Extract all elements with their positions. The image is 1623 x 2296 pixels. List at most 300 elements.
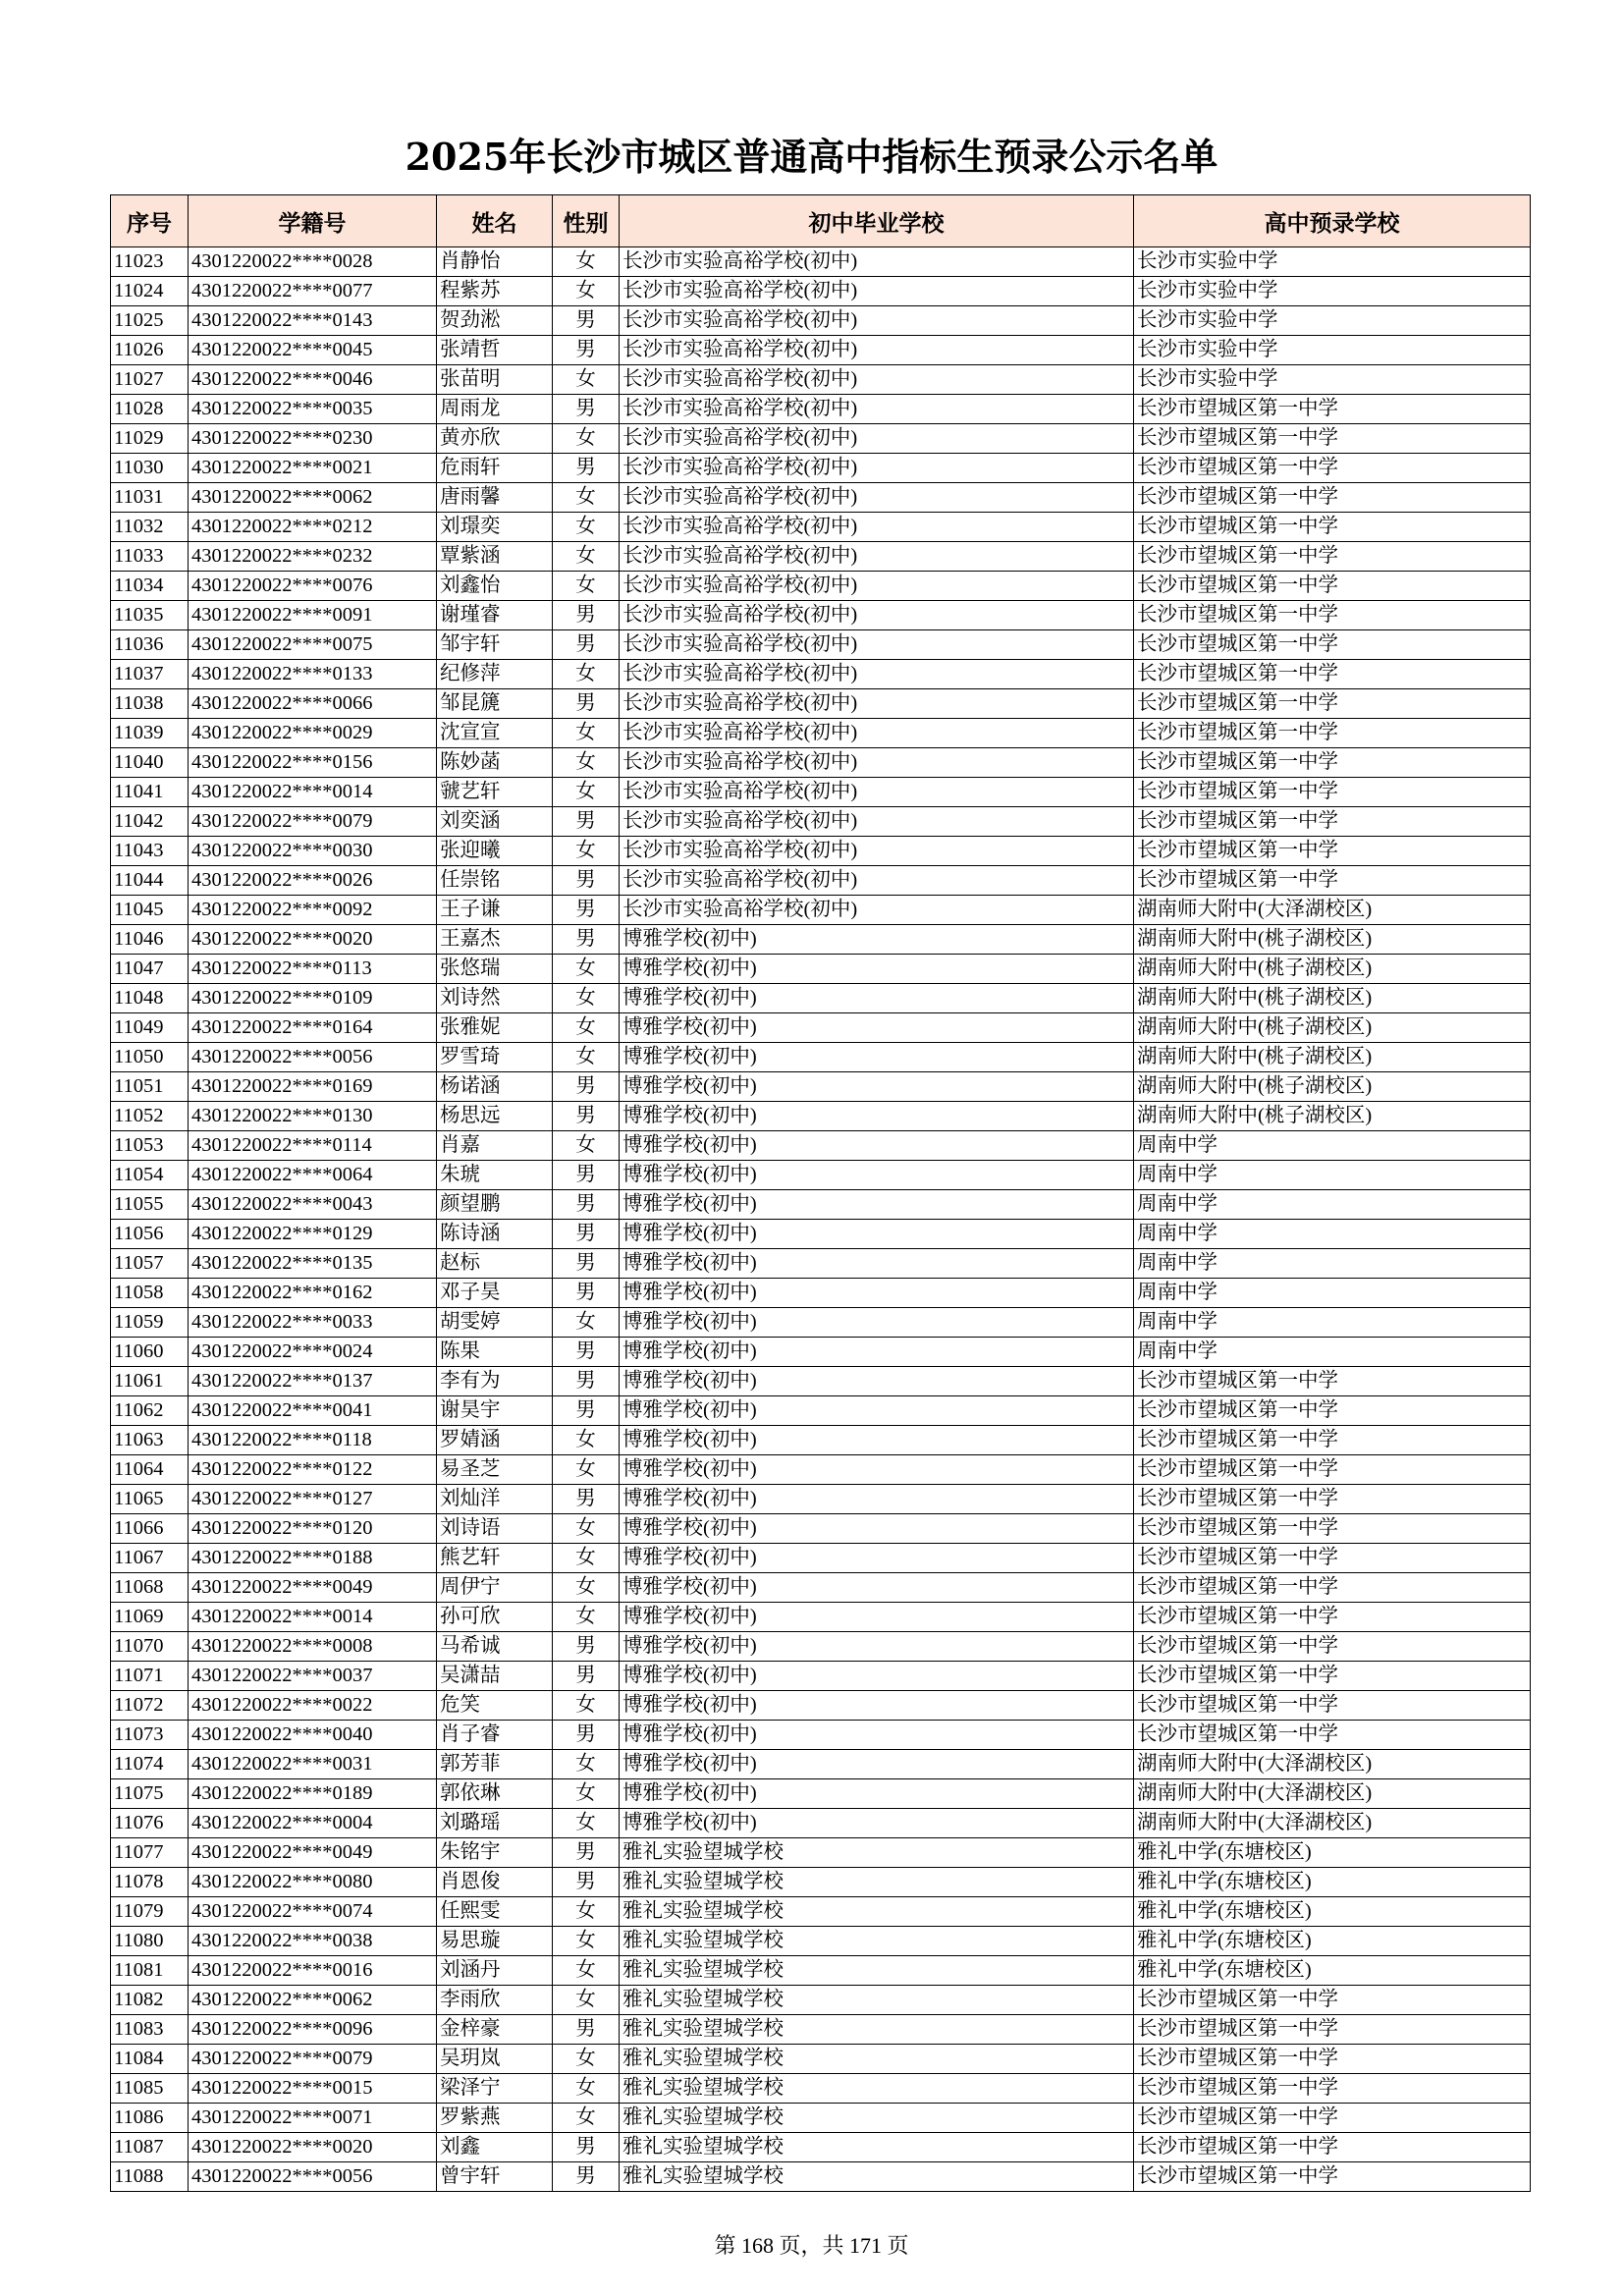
cell-high-school: 长沙市望城区第一中学 [1134, 689, 1531, 719]
cell-gender: 男 [553, 395, 620, 424]
cell-name: 危雨轩 [437, 454, 553, 483]
cell-middle-school: 博雅学校(初中) [620, 1249, 1134, 1279]
cell-seq: 11059 [111, 1308, 189, 1338]
cell-name: 吴玥岚 [437, 2045, 553, 2074]
cell-seq: 11025 [111, 306, 189, 336]
cell-student-id: 4301220022****0080 [189, 1868, 437, 1897]
cell-middle-school: 博雅学校(初中) [620, 984, 1134, 1013]
cell-name: 刘诗然 [437, 984, 553, 1013]
cell-gender: 男 [553, 925, 620, 955]
cell-middle-school: 雅礼实验望城学校 [620, 1956, 1134, 1986]
cell-high-school: 长沙市望城区第一中学 [1134, 807, 1531, 837]
cell-gender: 女 [553, 660, 620, 689]
cell-student-id: 4301220022****0045 [189, 336, 437, 365]
table-row [111, 483, 1531, 513]
cell-student-id: 4301220022****0162 [189, 1279, 437, 1308]
cell-high-school: 长沙市望城区第一中学 [1134, 483, 1531, 513]
cell-high-school: 长沙市望城区第一中学 [1134, 1544, 1531, 1573]
cell-middle-school: 长沙市实验高裕学校(初中) [620, 572, 1134, 601]
cell-middle-school: 雅礼实验望城学校 [620, 2133, 1134, 2162]
cell-gender: 女 [553, 1455, 620, 1485]
cell-seq: 11026 [111, 336, 189, 365]
cell-middle-school: 雅礼实验望城学校 [620, 1927, 1134, 1956]
cell-middle-school: 雅礼实验望城学校 [620, 2015, 1134, 2045]
cell-high-school: 湖南师大附中(桃子湖校区) [1134, 1102, 1531, 1131]
cell-seq: 11088 [111, 2162, 189, 2192]
table-row [111, 1161, 1531, 1190]
table-row [111, 1956, 1531, 1986]
cell-middle-school: 长沙市实验高裕学校(初中) [620, 807, 1134, 837]
cell-student-id: 4301220022****0021 [189, 454, 437, 483]
cell-name: 曾宇轩 [437, 2162, 553, 2192]
table-row [111, 1779, 1531, 1809]
cell-student-id: 4301220022****0024 [189, 1338, 437, 1367]
cell-gender: 女 [553, 1043, 620, 1072]
cell-seq: 11057 [111, 1249, 189, 1279]
cell-seq: 11050 [111, 1043, 189, 1072]
cell-middle-school: 长沙市实验高裕学校(初中) [620, 277, 1134, 306]
cell-name: 刘鑫 [437, 2133, 553, 2162]
cell-student-id: 4301220022****0164 [189, 1013, 437, 1043]
cell-seq: 11029 [111, 424, 189, 454]
cell-student-id: 4301220022****0189 [189, 1779, 437, 1809]
cell-seq: 11084 [111, 2045, 189, 2074]
cell-student-id: 4301220022****0028 [189, 247, 437, 277]
cell-name: 唐雨馨 [437, 483, 553, 513]
cell-middle-school: 博雅学校(初中) [620, 925, 1134, 955]
cell-seq: 11049 [111, 1013, 189, 1043]
cell-student-id: 4301220022****0156 [189, 748, 437, 778]
cell-student-id: 4301220022****0077 [189, 277, 437, 306]
cell-student-id: 4301220022****0026 [189, 866, 437, 896]
cell-high-school: 周南中学 [1134, 1220, 1531, 1249]
cell-name: 邓子昊 [437, 1279, 553, 1308]
cell-seq: 11051 [111, 1072, 189, 1102]
cell-seq: 11034 [111, 572, 189, 601]
cell-middle-school: 雅礼实验望城学校 [620, 2162, 1134, 2192]
cell-gender: 女 [553, 1131, 620, 1161]
cell-high-school: 长沙市望城区第一中学 [1134, 1514, 1531, 1544]
cell-high-school: 长沙市望城区第一中学 [1134, 2045, 1531, 2074]
cell-student-id: 4301220022****0118 [189, 1426, 437, 1455]
cell-middle-school: 博雅学校(初中) [620, 1102, 1134, 1131]
cell-seq: 11030 [111, 454, 189, 483]
cell-name: 沈宣宣 [437, 719, 553, 748]
cell-gender: 男 [553, 689, 620, 719]
cell-gender: 男 [553, 454, 620, 483]
cell-middle-school: 博雅学校(初中) [620, 1779, 1134, 1809]
cell-name: 肖恩俊 [437, 1868, 553, 1897]
cell-high-school: 长沙市望城区第一中学 [1134, 1691, 1531, 1721]
cell-high-school: 长沙市望城区第一中学 [1134, 866, 1531, 896]
cell-high-school: 周南中学 [1134, 1338, 1531, 1367]
cell-high-school: 长沙市望城区第一中学 [1134, 1426, 1531, 1455]
cell-name: 郭依琳 [437, 1779, 553, 1809]
cell-seq: 11074 [111, 1750, 189, 1779]
cell-gender: 男 [553, 1396, 620, 1426]
cell-gender: 男 [553, 601, 620, 630]
cell-seq: 11032 [111, 513, 189, 542]
cell-gender: 女 [553, 572, 620, 601]
cell-middle-school: 长沙市实验高裕学校(初中) [620, 660, 1134, 689]
cell-student-id: 4301220022****0075 [189, 630, 437, 660]
cell-high-school: 长沙市望城区第一中学 [1134, 748, 1531, 778]
cell-name: 孙可欣 [437, 1603, 553, 1632]
cell-student-id: 4301220022****0232 [189, 542, 437, 572]
cell-middle-school: 长沙市实验高裕学校(初中) [620, 483, 1134, 513]
table-row [111, 1485, 1531, 1514]
cell-name: 刘鑫怡 [437, 572, 553, 601]
table-row [111, 601, 1531, 630]
cell-gender: 女 [553, 719, 620, 748]
cell-name: 任崇铭 [437, 866, 553, 896]
cell-middle-school: 博雅学校(初中) [620, 1308, 1134, 1338]
cell-seq: 11073 [111, 1721, 189, 1750]
cell-name: 王子谦 [437, 896, 553, 925]
table-row [111, 1838, 1531, 1868]
cell-seq: 11052 [111, 1102, 189, 1131]
cell-seq: 11075 [111, 1779, 189, 1809]
cell-seq: 11070 [111, 1632, 189, 1662]
cell-high-school: 长沙市望城区第一中学 [1134, 660, 1531, 689]
cell-middle-school: 博雅学校(初中) [620, 1750, 1134, 1779]
cell-name: 熊艺轩 [437, 1544, 553, 1573]
cell-seq: 11086 [111, 2104, 189, 2133]
cell-student-id: 4301220022****0091 [189, 601, 437, 630]
cell-name: 肖嘉 [437, 1131, 553, 1161]
cell-high-school: 周南中学 [1134, 1161, 1531, 1190]
table-row [111, 1514, 1531, 1544]
table-row [111, 719, 1531, 748]
cell-name: 罗雪琦 [437, 1043, 553, 1072]
cell-middle-school: 博雅学校(初中) [620, 1072, 1134, 1102]
cell-student-id: 4301220022****0113 [189, 955, 437, 984]
cell-high-school: 湖南师大附中(桃子湖校区) [1134, 925, 1531, 955]
cell-middle-school: 博雅学校(初中) [620, 1573, 1134, 1603]
cell-gender: 女 [553, 1603, 620, 1632]
table-row [111, 1220, 1531, 1249]
cell-student-id: 4301220022****0074 [189, 1897, 437, 1927]
cell-middle-school: 博雅学校(初中) [620, 1544, 1134, 1573]
cell-high-school: 长沙市望城区第一中学 [1134, 572, 1531, 601]
cell-middle-school: 博雅学校(初中) [620, 1220, 1134, 1249]
cell-seq: 11035 [111, 601, 189, 630]
cell-name: 马希诚 [437, 1632, 553, 1662]
cell-gender: 女 [553, 1544, 620, 1573]
cell-gender: 男 [553, 866, 620, 896]
table-row [111, 925, 1531, 955]
cell-middle-school: 长沙市实验高裕学校(初中) [620, 896, 1134, 925]
cell-seq: 11047 [111, 955, 189, 984]
cell-gender: 女 [553, 1013, 620, 1043]
cell-gender: 女 [553, 277, 620, 306]
cell-gender: 女 [553, 1986, 620, 2015]
table-row [111, 866, 1531, 896]
cell-student-id: 4301220022****0062 [189, 483, 437, 513]
cell-seq: 11024 [111, 277, 189, 306]
cell-student-id: 4301220022****0030 [189, 837, 437, 866]
cell-gender: 男 [553, 807, 620, 837]
cell-gender: 女 [553, 748, 620, 778]
cell-gender: 女 [553, 513, 620, 542]
cell-seq: 11045 [111, 896, 189, 925]
cell-gender: 男 [553, 1190, 620, 1220]
cell-middle-school: 长沙市实验高裕学校(初中) [620, 247, 1134, 277]
cell-name: 梁泽宁 [437, 2074, 553, 2104]
cell-gender: 男 [553, 2162, 620, 2192]
cell-gender: 男 [553, 306, 620, 336]
cell-gender: 男 [553, 2133, 620, 2162]
cell-middle-school: 长沙市实验高裕学校(初中) [620, 542, 1134, 572]
cell-gender: 男 [553, 630, 620, 660]
cell-student-id: 4301220022****0062 [189, 1986, 437, 2015]
cell-student-id: 4301220022****0035 [189, 395, 437, 424]
cell-student-id: 4301220022****0127 [189, 1485, 437, 1514]
page-title: 2025年长沙市城区普通高中指标生预录公示名单 [405, 135, 1218, 179]
cell-student-id: 4301220022****0079 [189, 807, 437, 837]
table-row [111, 1279, 1531, 1308]
table-row [111, 2133, 1531, 2162]
table-row [111, 1662, 1531, 1691]
cell-student-id: 4301220022****0092 [189, 896, 437, 925]
cell-middle-school: 长沙市实验高裕学校(初中) [620, 365, 1134, 395]
cell-name: 邹昆篪 [437, 689, 553, 719]
cell-middle-school: 雅礼实验望城学校 [620, 1986, 1134, 2015]
cell-name: 陈诗涵 [437, 1220, 553, 1249]
table-row [111, 2162, 1531, 2192]
cell-middle-school: 博雅学校(初中) [620, 1662, 1134, 1691]
cell-high-school: 长沙市实验中学 [1134, 306, 1531, 336]
page-footer: 第 168 页，共 171 页 [714, 2233, 909, 2258]
cell-high-school: 雅礼中学(东塘校区) [1134, 1868, 1531, 1897]
cell-student-id: 4301220022****0041 [189, 1396, 437, 1426]
cell-name: 刘诗语 [437, 1514, 553, 1544]
cell-name: 谢瑾睿 [437, 601, 553, 630]
cell-seq: 11033 [111, 542, 189, 572]
cell-middle-school: 长沙市实验高裕学校(初中) [620, 778, 1134, 807]
cell-middle-school: 长沙市实验高裕学校(初中) [620, 601, 1134, 630]
cell-high-school: 长沙市望城区第一中学 [1134, 837, 1531, 866]
cell-middle-school: 长沙市实验高裕学校(初中) [620, 837, 1134, 866]
cell-student-id: 4301220022****0014 [189, 778, 437, 807]
cell-gender: 男 [553, 1838, 620, 1868]
cell-high-school: 长沙市望城区第一中学 [1134, 395, 1531, 424]
cell-seq: 11061 [111, 1367, 189, 1396]
cell-gender: 女 [553, 837, 620, 866]
cell-name: 肖静怡 [437, 247, 553, 277]
cell-seq: 11071 [111, 1662, 189, 1691]
cell-seq: 11077 [111, 1838, 189, 1868]
cell-middle-school: 雅礼实验望城学校 [620, 2074, 1134, 2104]
cell-student-id: 4301220022****0029 [189, 719, 437, 748]
cell-seq: 11038 [111, 689, 189, 719]
table-row [111, 1750, 1531, 1779]
cell-middle-school: 博雅学校(初中) [620, 1396, 1134, 1426]
cell-high-school: 长沙市望城区第一中学 [1134, 2162, 1531, 2192]
cell-gender: 女 [553, 1573, 620, 1603]
cell-gender: 女 [553, 984, 620, 1013]
table-row [111, 2074, 1531, 2104]
cell-gender: 男 [553, 896, 620, 925]
cell-student-id: 4301220022****0049 [189, 1838, 437, 1868]
cell-gender: 男 [553, 1338, 620, 1367]
cell-gender: 男 [553, 1868, 620, 1897]
cell-name: 罗紫燕 [437, 2104, 553, 2133]
cell-seq: 11079 [111, 1897, 189, 1927]
cell-seq: 11027 [111, 365, 189, 395]
cell-middle-school: 雅礼实验望城学校 [620, 1868, 1134, 1897]
table-row [111, 1632, 1531, 1662]
cell-student-id: 4301220022****0056 [189, 1043, 437, 1072]
cell-middle-school: 博雅学校(初中) [620, 1603, 1134, 1632]
cell-high-school: 湖南师大附中(大泽湖校区) [1134, 896, 1531, 925]
cell-high-school: 湖南师大附中(桃子湖校区) [1134, 984, 1531, 1013]
cell-name: 易圣芝 [437, 1455, 553, 1485]
cell-student-id: 4301220022****0056 [189, 2162, 437, 2192]
cell-high-school: 长沙市望城区第一中学 [1134, 601, 1531, 630]
cell-middle-school: 长沙市实验高裕学校(初中) [620, 336, 1134, 365]
cell-name: 张苗明 [437, 365, 553, 395]
cell-student-id: 4301220022****0020 [189, 925, 437, 955]
cell-high-school: 湖南师大附中(大泽湖校区) [1134, 1750, 1531, 1779]
cell-high-school: 长沙市实验中学 [1134, 277, 1531, 306]
cell-student-id: 4301220022****0033 [189, 1308, 437, 1338]
cell-seq: 11056 [111, 1220, 189, 1249]
cell-student-id: 4301220022****0064 [189, 1161, 437, 1190]
cell-high-school: 周南中学 [1134, 1308, 1531, 1338]
cell-middle-school: 博雅学校(初中) [620, 955, 1134, 984]
cell-middle-school: 雅礼实验望城学校 [620, 2045, 1134, 2074]
table-row [111, 807, 1531, 837]
cell-gender: 女 [553, 955, 620, 984]
cell-student-id: 4301220022****0049 [189, 1573, 437, 1603]
cell-student-id: 4301220022****0120 [189, 1514, 437, 1544]
cell-gender: 女 [553, 2104, 620, 2133]
table-row [111, 454, 1531, 483]
cell-gender: 男 [553, 1072, 620, 1102]
table-row [111, 2104, 1531, 2133]
cell-high-school: 湖南师大附中(桃子湖校区) [1134, 1013, 1531, 1043]
cell-name: 危笑 [437, 1691, 553, 1721]
cell-seq: 11076 [111, 1809, 189, 1838]
cell-name: 杨诺涵 [437, 1072, 553, 1102]
table-row [111, 984, 1531, 1013]
cell-name: 刘璟奕 [437, 513, 553, 542]
cell-high-school: 湖南师大附中(桃子湖校区) [1134, 955, 1531, 984]
cell-seq: 11060 [111, 1338, 189, 1367]
cell-high-school: 雅礼中学(东塘校区) [1134, 1897, 1531, 1927]
table-row [111, 778, 1531, 807]
cell-middle-school: 博雅学校(初中) [620, 1043, 1134, 1072]
cell-student-id: 4301220022****0031 [189, 1750, 437, 1779]
table-row [111, 896, 1531, 925]
table-row [111, 306, 1531, 336]
cell-name: 陈果 [437, 1338, 553, 1367]
cell-seq: 11058 [111, 1279, 189, 1308]
cell-high-school: 湖南师大附中(大泽湖校区) [1134, 1779, 1531, 1809]
table-row [111, 572, 1531, 601]
cell-student-id: 4301220022****0040 [189, 1721, 437, 1750]
cell-high-school: 长沙市望城区第一中学 [1134, 2015, 1531, 2045]
cell-seq: 11031 [111, 483, 189, 513]
cell-middle-school: 长沙市实验高裕学校(初中) [620, 513, 1134, 542]
header-seq: 序号 [111, 195, 189, 247]
cell-name: 周雨龙 [437, 395, 553, 424]
cell-seq: 11064 [111, 1455, 189, 1485]
cell-seq: 11083 [111, 2015, 189, 2045]
cell-student-id: 4301220022****0143 [189, 306, 437, 336]
cell-high-school: 长沙市望城区第一中学 [1134, 1721, 1531, 1750]
cell-student-id: 4301220022****0135 [189, 1249, 437, 1279]
cell-high-school: 长沙市望城区第一中学 [1134, 719, 1531, 748]
cell-name: 张悠瑞 [437, 955, 553, 984]
cell-high-school: 长沙市望城区第一中学 [1134, 2074, 1531, 2104]
cell-name: 任熙雯 [437, 1897, 553, 1927]
cell-gender: 女 [553, 2074, 620, 2104]
cell-student-id: 4301220022****0129 [189, 1220, 437, 1249]
cell-gender: 男 [553, 1632, 620, 1662]
cell-high-school: 长沙市望城区第一中学 [1134, 1662, 1531, 1691]
cell-middle-school: 博雅学校(初中) [620, 1161, 1134, 1190]
cell-middle-school: 长沙市实验高裕学校(初中) [620, 395, 1134, 424]
cell-student-id: 4301220022****0122 [189, 1455, 437, 1485]
cell-student-id: 4301220022****0169 [189, 1072, 437, 1102]
cell-high-school: 长沙市实验中学 [1134, 247, 1531, 277]
cell-middle-school: 博雅学校(初中) [620, 1426, 1134, 1455]
cell-gender: 女 [553, 1927, 620, 1956]
cell-middle-school: 博雅学校(初中) [620, 1691, 1134, 1721]
cell-seq: 11037 [111, 660, 189, 689]
cell-gender: 女 [553, 778, 620, 807]
cell-student-id: 4301220022****0008 [189, 1632, 437, 1662]
cell-name: 肖子睿 [437, 1721, 553, 1750]
cell-name: 周伊宁 [437, 1573, 553, 1603]
cell-high-school: 长沙市望城区第一中学 [1134, 1632, 1531, 1662]
cell-seq: 11072 [111, 1691, 189, 1721]
cell-student-id: 4301220022****0016 [189, 1956, 437, 1986]
cell-middle-school: 博雅学校(初中) [620, 1131, 1134, 1161]
cell-gender: 男 [553, 1161, 620, 1190]
table-row [111, 365, 1531, 395]
table-row [111, 837, 1531, 866]
cell-high-school: 长沙市望城区第一中学 [1134, 454, 1531, 483]
cell-seq: 11053 [111, 1131, 189, 1161]
table-row [111, 1868, 1531, 1897]
cell-student-id: 4301220022****0188 [189, 1544, 437, 1573]
cell-seq: 11028 [111, 395, 189, 424]
cell-name: 刘璐瑶 [437, 1809, 553, 1838]
table-row [111, 424, 1531, 454]
cell-seq: 11085 [111, 2074, 189, 2104]
cell-gender: 女 [553, 1691, 620, 1721]
cell-student-id: 4301220022****0133 [189, 660, 437, 689]
cell-high-school: 长沙市望城区第一中学 [1134, 1396, 1531, 1426]
cell-seq: 11078 [111, 1868, 189, 1897]
cell-middle-school: 博雅学校(初中) [620, 1632, 1134, 1662]
table-row [111, 513, 1531, 542]
cell-middle-school: 长沙市实验高裕学校(初中) [620, 719, 1134, 748]
cell-gender: 男 [553, 1279, 620, 1308]
table-row [111, 1809, 1531, 1838]
cell-high-school: 长沙市望城区第一中学 [1134, 1603, 1531, 1632]
cell-high-school: 长沙市实验中学 [1134, 336, 1531, 365]
cell-student-id: 4301220022****0212 [189, 513, 437, 542]
cell-student-id: 4301220022****0043 [189, 1190, 437, 1220]
cell-gender: 男 [553, 1485, 620, 1514]
cell-middle-school: 长沙市实验高裕学校(初中) [620, 454, 1134, 483]
cell-middle-school: 雅礼实验望城学校 [620, 1838, 1134, 1868]
cell-seq: 11040 [111, 748, 189, 778]
